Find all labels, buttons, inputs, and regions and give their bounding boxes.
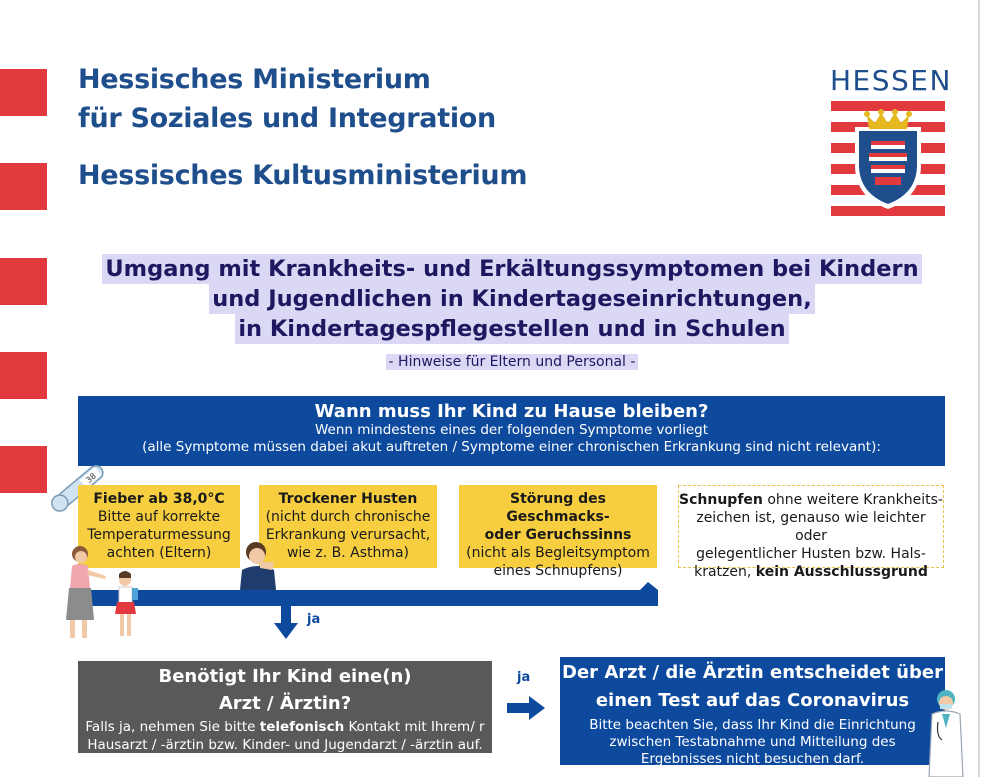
subtitle: - Hinweise für Eltern und Personal - [386, 354, 639, 370]
red-stripe-block [0, 69, 47, 116]
cold-note-line2: zeichen ist, genauso wie leichter oder [696, 510, 926, 544]
doctor-question-heading2: Arzt / Ärztin? [218, 693, 352, 714]
hessen-logo-text: HESSEN [830, 64, 952, 97]
doctor-question-box [78, 661, 492, 753]
fever-line3: achten (Eltern) [106, 545, 212, 561]
doctor-question-line2: Hausarzt / -ärztin bzw. Kinder- und Jugendarzt / -ärztin auf. [87, 737, 483, 753]
cough-line1: (nicht durch chronische [265, 509, 431, 525]
page-edge-line [978, 0, 980, 777]
ministry-name-line2: für Soziales und Integration [78, 103, 496, 134]
cough-line2: Erkrankung verursacht, [265, 527, 431, 543]
fever-title: Fieber ab 38,0°C [93, 491, 225, 507]
taste-title1: Störung des Geschmacks- [506, 491, 610, 525]
flow-bar [78, 590, 658, 606]
cold-note-bold1: Schnupfen [679, 492, 763, 508]
cold-note-box [678, 485, 944, 580]
question-heading: Wann muss Ihr Kind zu Hause bleiben? [314, 401, 709, 422]
doctor-question-bold1: telefonisch [259, 719, 345, 735]
mother-child-illustration-icon [62, 542, 142, 646]
page-title [0, 254, 994, 370]
taste-title2: oder Geruchssinns [484, 527, 632, 543]
arrow-right-icon [507, 695, 547, 721]
fever-line2: Temperaturmessung [87, 527, 231, 543]
taste-line2: eines Schnupfens) [493, 563, 623, 579]
taste-line1: (nicht als Begleitsymptom [466, 545, 650, 561]
hessen-coat-of-arms-icon [831, 101, 945, 216]
doctor-decision-heading2: einen Test auf das Coronavirus [595, 690, 910, 711]
question-banner [78, 396, 945, 466]
ministry-name-line1: Hessisches Ministerium [78, 64, 431, 95]
cough-line3: wie z. B. Asthma) [286, 545, 410, 561]
ja-label-down: ja [307, 612, 321, 627]
doctor-decision-box [560, 657, 945, 765]
title-line3: in Kindertagespflegestellen und in Schulen [235, 314, 788, 344]
doctor-decision-heading1: Der Arzt / die Ärztin entscheidet über [562, 662, 943, 683]
doctor-question-text2: Kontakt mit Ihrem/ r [344, 719, 485, 735]
question-line2: (alle Symptome müssen dabei akut auftreten / Symptome einer chronischen Erkrankung sind nicht relevant): [142, 439, 881, 455]
doctor-decision-line1: Bitte beachten Sie, dass Ihr Kind die Einrichtung [589, 717, 916, 733]
flow-bar-end-icon [638, 578, 660, 608]
ministry-name-line3: Hessisches Kultusministerium [78, 160, 528, 191]
coughing-boy-illustration-icon [238, 540, 286, 590]
question-line1: Wenn mindestens eines der folgenden Symptome vorliegt [314, 422, 709, 438]
doctor-question-heading1: Benötigt Ihr Kind eine(n) [158, 666, 412, 687]
ja-label-right: ja [517, 670, 531, 685]
doctor-illustration-icon [926, 688, 966, 777]
doctor-decision-line2: zwischen Testabnahme und Mitteilung des [609, 734, 896, 750]
arrow-down-icon [273, 603, 299, 641]
title-line1: Umgang mit Krankheits- und Erkältungssymptomen bei Kindern [102, 254, 921, 284]
cold-note-text4: kratzen, [694, 564, 756, 580]
cough-title: Trockener Husten [278, 491, 418, 507]
cold-note-bold4: kein Ausschlussgrund [755, 564, 928, 580]
title-line2: und Jugendlichen in Kindertageseinrichtungen, [209, 284, 815, 314]
fever-line1: Bitte auf korrekte [97, 509, 221, 525]
doctor-decision-line3: Ergebnisses nicht besuchen darf. [640, 751, 865, 767]
red-stripe-block [0, 163, 47, 210]
thermometer-reading: 38 [84, 471, 98, 485]
cold-note-text1: ohne weitere Krankheits- [762, 492, 943, 508]
doctor-question-text1: Falls ja, nehmen Sie bitte [85, 719, 260, 735]
red-stripe-block [0, 446, 47, 493]
symptom-box-taste-smell [459, 485, 657, 579]
cold-note-line3: gelegentlicher Husten bzw. Hals- [696, 546, 926, 562]
